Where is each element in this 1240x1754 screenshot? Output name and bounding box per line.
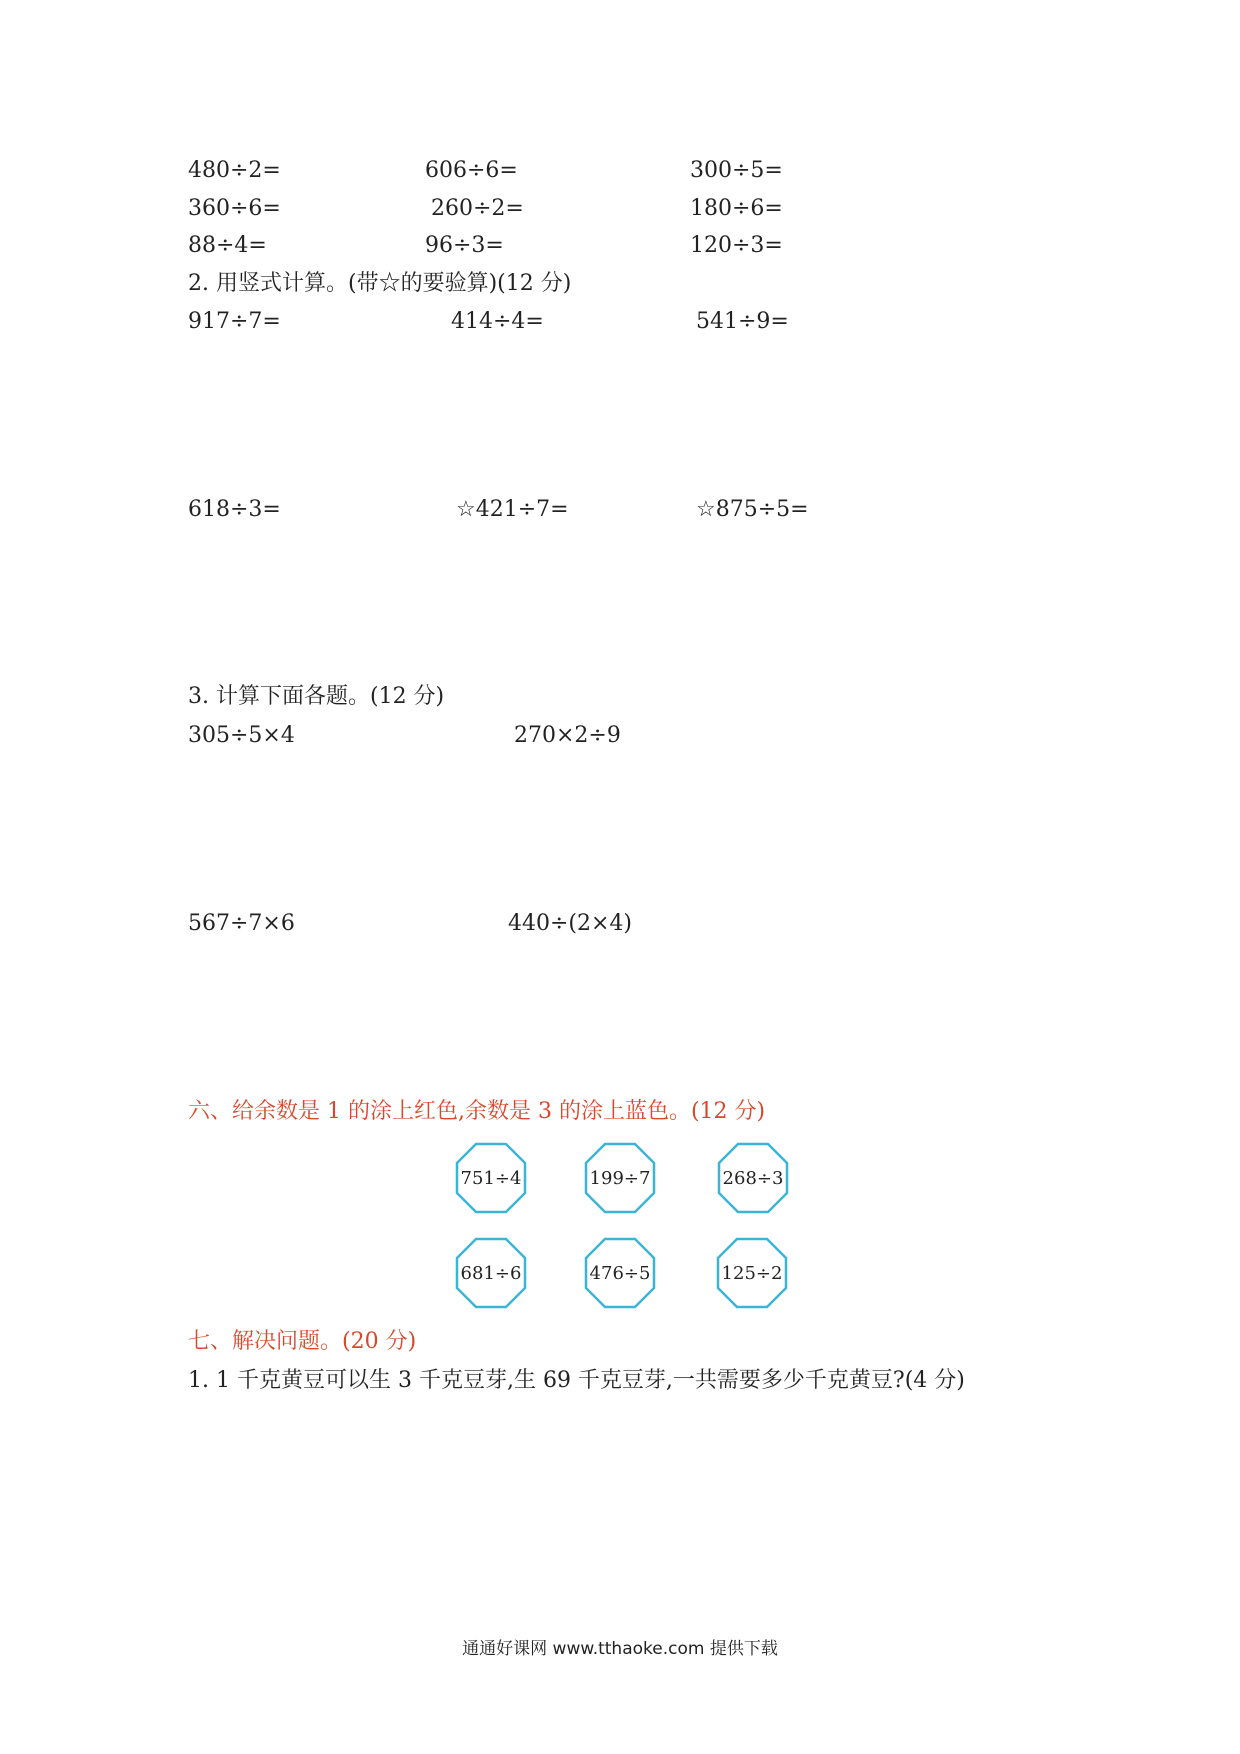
octagon-5 xyxy=(584,1237,656,1309)
vertical-calc-2-1: 618÷3= xyxy=(188,497,281,522)
mixed-calc-1-2: 270×2÷9 xyxy=(514,723,621,748)
octagon-label: 199÷7 xyxy=(589,1167,651,1189)
vertical-calc-2-2: ☆421÷7= xyxy=(456,497,569,522)
octagon-label: 125÷2 xyxy=(721,1262,783,1284)
mixed-calc-heading: 3. 计算下面各题。(12 分) xyxy=(188,684,445,709)
section7-heading: 七、解决问题。(20 分) xyxy=(188,1329,417,1354)
vertical-calc-1-2: 414÷4= xyxy=(451,309,544,334)
mixed-calc-2-1: 567÷7×6 xyxy=(188,911,295,936)
section6-heading: 六、给余数是 1 的涂上红色,余数是 3 的涂上蓝色。(12 分) xyxy=(188,1099,766,1124)
oral-calc-1-2: 606÷6= xyxy=(425,158,518,183)
oral-calc-1-1: 480÷2= xyxy=(188,158,281,183)
octagon-6 xyxy=(716,1237,788,1309)
octagon-label: 751÷4 xyxy=(460,1167,522,1189)
octagon-1 xyxy=(455,1142,527,1214)
vertical-calc-1-3: 541÷9= xyxy=(696,309,789,334)
mixed-calc-1-1: 305÷5×4 xyxy=(188,723,295,748)
oral-calc-3-1: 88÷4= xyxy=(188,233,267,258)
vertical-calc-heading: 2. 用竖式计算。(带☆的要验算)(12 分) xyxy=(188,271,572,296)
octagon-label: 476÷5 xyxy=(589,1262,651,1284)
oral-calc-2-2: 260÷2= xyxy=(431,196,524,221)
section7-question-1: 1. 1 千克黄豆可以生 3 千克豆芽,生 69 千克豆芽,一共需要多少千克黄豆?(4 分) xyxy=(188,1368,965,1393)
oral-calc-2-3: 180÷6= xyxy=(690,196,783,221)
page-footer: 通通好课网 www.tthaoke.com 提供下载 xyxy=(462,1639,778,1659)
octagon-4 xyxy=(455,1237,527,1309)
oral-calc-2-1: 360÷6= xyxy=(188,196,281,221)
octagon-3 xyxy=(717,1142,789,1214)
octagon-2 xyxy=(584,1142,656,1214)
octagon-label: 681÷6 xyxy=(460,1262,522,1284)
oral-calc-1-3: 300÷5= xyxy=(690,158,783,183)
oral-calc-3-3: 120÷3= xyxy=(690,233,783,258)
octagon-label: 268÷3 xyxy=(722,1167,784,1189)
vertical-calc-1-1: 917÷7= xyxy=(188,309,281,334)
vertical-calc-2-3: ☆875÷5= xyxy=(696,497,809,522)
mixed-calc-2-2: 440÷(2×4) xyxy=(508,911,633,936)
oral-calc-3-2: 96÷3= xyxy=(425,233,504,258)
